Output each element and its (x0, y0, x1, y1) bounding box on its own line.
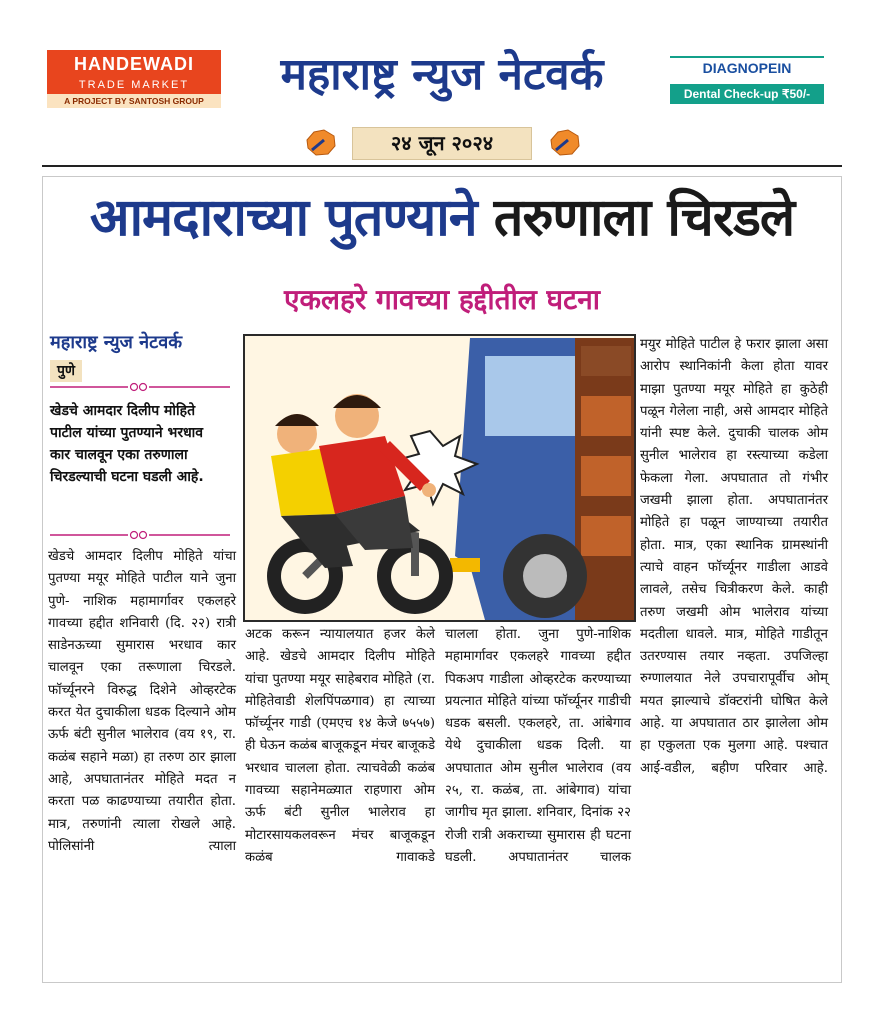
maharashtra-map-emblem-left (304, 126, 338, 158)
dental-checkup-button[interactable]: Dental Check-up ₹50/- (670, 84, 824, 104)
body-column-4: मयुर मोहिते पाटील हे फरार झाला असा आरोप स्थानिकांनी केला होता यावर माझा पुतण्या मयूर मोहिते हा कुठेही पळून गेलेला नाही, असे आमदार मोहिते यांनी स्पष्ट केले. दुचाकी चालक ओम सुनील भालेराव हा रस्त्याच्या कडेला फेकला गेला. अपघातात तो गंभीर जखमी झाला होता. अपघातानंतर मोहिते हा पळून जाण्याच्या तयारीत होता. मात्र, एका स्थानिक ग्रामस्थांनी त्याचे वाहन फॉर्च्यूनर गाडीला आडवे लावले, तसेच चित्रीकरण केले. काही तरुण जखमी ओम भालेराव यांच्या मदतीला धावले. मात्र, मोहिते गाडीतून उतरण्यास तयार नव्हता. उपजिल्हा रुग्णालयात नेले उपचारापूर्वीच ओम् मयत झाल्याचे डॉक्टरांनी घोषित केले आहे. या अपघातात ठार झालेला ओम हा एकुलता एक मुलगा आहे. पश्चात आई-वडील, बहीण परिवार आहे. (640, 337, 828, 776)
dateline-place: पुणे (50, 360, 82, 382)
masthead-title: महाराष्ट्र न्युज नेटवर्क (280, 49, 604, 100)
handewadi-name: HANDEWADI (47, 50, 221, 78)
truck-window (485, 356, 585, 436)
byline: महाराष्ट्र न्युज नेटवर्क (50, 332, 183, 353)
accident-illustration (243, 334, 636, 622)
divider-ornament-bottom (50, 530, 230, 540)
ad-top-line (670, 56, 824, 58)
divider-ornament-top (50, 382, 230, 392)
article-subheadline: एकलहरे गावच्या हद्दीतील घटना (283, 283, 601, 316)
headline-part1: आमदाराच्या पुतण्याने (89, 188, 477, 248)
handewadi-ad[interactable] (47, 50, 221, 108)
masthead-rule (42, 165, 842, 167)
maharashtra-map-emblem-right (548, 126, 582, 158)
body-column-3: चालला होता. जुना पुणे-नाशिक महामार्गावर एकलहरे गावच्या हद्दीत पिकअप गाडीला ओव्हरटेक करण्याच्या प्रयत्नात मोहिते यांच्या फॉर्च्यूनर गाडीची धडक बसली. एकलहरे, ता. आंबेगाव येथे दुचाकीला धडक दिली. या अपघातात ओम सुनील भालेराव (वय २५, रा. कळंब, ता. आंबेगाव) यांचा जागीच मृत झाला. शनिवार, दिनांक २२ रोजी रात्री अकराच्या सुमारास ही घटना घडली. अपघातानंतर चालक (445, 627, 631, 865)
accident-illustration-svg (245, 336, 634, 620)
handewadi-sub: TRADE MARKET (47, 78, 221, 94)
article-headline (42, 185, 842, 251)
diagnopein-brand: DIAGNOPEIN (702, 60, 792, 76)
body-column-2: अटक करून न्यायालयात हजर केले आहे. खेडचे आमदार दिलीप मोहिते यांचा पुतण्या मयूर साहेबराव मोहिते (रा. मोहितेवाडी शेलपिंपळगाव) हा त्याच्या फॉर्च्यूनर गाडी (एमएच १४ केजे ७५५७) ही घेऊन कळंब बाजूकडून मंचर बाजूकडे भरधाव चालला होता. त्याचवेळी कळंब गावच्या सहानेमळ्यात राहणारा ओम ऊर्फ बंटी सुनील भालेराव हा मोटारसायकलवरून मंचर बाजूकडून कळंब गावाकडे (245, 627, 435, 865)
issue-date: २४ जून २०२४ (352, 127, 532, 160)
headline-part2: तरुणाला चिरडले (493, 188, 795, 248)
body-column-1: खेडचे आमदार दिलीप मोहिते यांचा पुतण्या मयूर मोहिते पाटील याने जुना पुणे- नाशिक महामार्गावर एकलहरे गावच्या हद्दीत शनिवारी (दि. २२) रात्री साडेनऊच्या सुमारास भरधाव कार चालवून एका तरूणाला चिरडले. फॉर्च्यूनरने विरुद्ध दिशेने ओव्हरटेक करत येत दुचाकीला धडक दिल्याने ओम ऊर्फ बंटी सुनील भालेराव (वय १९, रा. कळंब सहाने मळा) हा तरुण ठार झाला आहे, अपघातानंतर मोहिते मदत न करता पळ काढण्याच्या तयारीत होता. मात्र, तरुणांनी त्याला रोखले आहे. पोलिसांनी त्याला (48, 549, 236, 854)
article-summary: खेडचे आमदार दिलीप मोहिते पाटील यांच्या पुतण्याने भरधाव कार चालवून एका तरुणाला चिरडल्याची घटना घडली आहे. (50, 403, 204, 485)
handewadi-project: A PROJECT BY SANTOSH GROUP (47, 94, 221, 108)
diagnopein-ad[interactable] (670, 56, 824, 106)
